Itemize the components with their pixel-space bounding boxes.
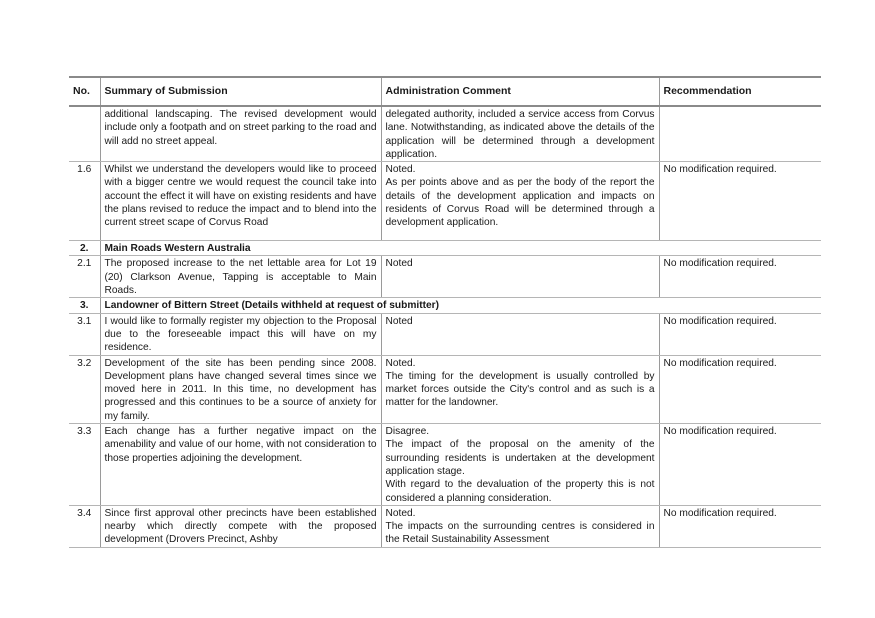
admin-comment-text: The impacts on the surrounding centres is considered in the Retail Sustainability Assessment [385, 521, 655, 546]
admin-comment-text: The impact of the proposal on the amenity of the surrounding residents is undertaken at the development application stage. [385, 439, 655, 477]
admin-comment-text: As per points above and as per the body of the report the details of the development application and impacts on residents of Corvus Road will be determined through a development application. [385, 177, 655, 229]
section-row [69, 241, 821, 256]
header-admin-comment: Administration Comment [381, 77, 659, 106]
summary-cell: Development of the site has been pending since 2008. Development plans have changed several times since we moved here in 2011. In this time, no development has progressed and this continues to be a source of anxiety for my family. [100, 355, 381, 423]
recommendation-cell: No modification required. [659, 256, 821, 298]
table-row [69, 106, 821, 162]
admin-comment-text: delegated authority, included a service access from Corvus lane. Notwithstanding, as indicated above the details of the application will be determined through a development application. [385, 109, 655, 160]
recommendation-cell [659, 106, 821, 162]
admin-comment-text: Noted [385, 315, 413, 327]
summary-cell: The proposed increase to the net lettable area for Lot 19 (20) Clarkson Avenue, Tapping is acceptable to Main Roads. [100, 256, 381, 298]
table-row [69, 355, 821, 423]
summary-cell: I would like to formally register my objection to the Proposal due to the foreseeable impact this will have on my residence. [100, 313, 381, 355]
header-recommendation: Recommendation [659, 77, 821, 106]
row-number: 3.2 [69, 355, 100, 423]
admin-comment-cell [381, 162, 659, 241]
admin-comment-text: The timing for the development is usually controlled by market forces outside the City's control and as such is a matter for the landowner. [385, 370, 655, 409]
section-title: Landowner of Bittern Street (Details withheld at request of submitter) [100, 298, 821, 313]
table-row [69, 424, 821, 506]
row-number [69, 106, 100, 162]
row-number: 3.4 [69, 505, 100, 547]
row-number: 3.3 [69, 424, 100, 506]
header-no: No. [69, 77, 100, 106]
table-row [69, 256, 821, 298]
submissions-table-page [69, 76, 821, 548]
admin-comment-text: Noted. [385, 507, 416, 519]
submissions-table [69, 76, 821, 548]
row-number: 2.1 [69, 256, 100, 298]
admin-comment-text: Noted [385, 258, 413, 270]
section-number: 2. [69, 241, 100, 256]
recommendation-cell: No modification required. [659, 424, 821, 506]
recommendation-cell: No modification required. [659, 505, 821, 547]
table-header-row [69, 77, 821, 106]
admin-comment-text: With regard to the devaluation of the property this is not considered a planning consideration. [385, 479, 655, 504]
table-row [69, 162, 821, 241]
row-number: 1.6 [69, 162, 100, 241]
admin-comment-cell [381, 256, 659, 298]
table-row [69, 313, 821, 355]
recommendation-cell: No modification required. [659, 355, 821, 423]
section-row [69, 298, 821, 313]
recommendation-cell: No modification required. [659, 313, 821, 355]
summary-cell: Since first approval other precincts have been established nearby which directly compete with the proposed development (Drovers Precinct, Ashby [100, 505, 381, 547]
row-number: 3.1 [69, 313, 100, 355]
admin-comment-text: Disagree. [385, 426, 430, 438]
header-summary: Summary of Submission [100, 77, 381, 106]
summary-cell: additional landscaping. The revised development would include only a footpath and on street parking to the road and will add no street appeal. [100, 106, 381, 162]
admin-comment-cell [381, 355, 659, 423]
summary-cell: Each change has a further negative impact on the amenability and value of our home, with not consideration to those properties adjoining the development. [100, 424, 381, 506]
table-row [69, 505, 821, 547]
admin-comment-cell [381, 424, 659, 506]
summary-cell: Whilst we understand the developers would like to proceed with a bigger centre we would request the council take into account the effect it will have on existing residents and have the plans revised to reduce the impact and to blend into the current street scape of Corvus Road [100, 162, 381, 241]
admin-comment-cell [381, 505, 659, 547]
section-number: 3. [69, 298, 100, 313]
recommendation-cell: No modification required. [659, 162, 821, 241]
admin-comment-cell [381, 313, 659, 355]
admin-comment-text: Noted. [385, 164, 416, 176]
section-title: Main Roads Western Australia [100, 241, 821, 256]
admin-comment-text: Noted. [385, 357, 416, 369]
admin-comment-cell [381, 106, 659, 162]
